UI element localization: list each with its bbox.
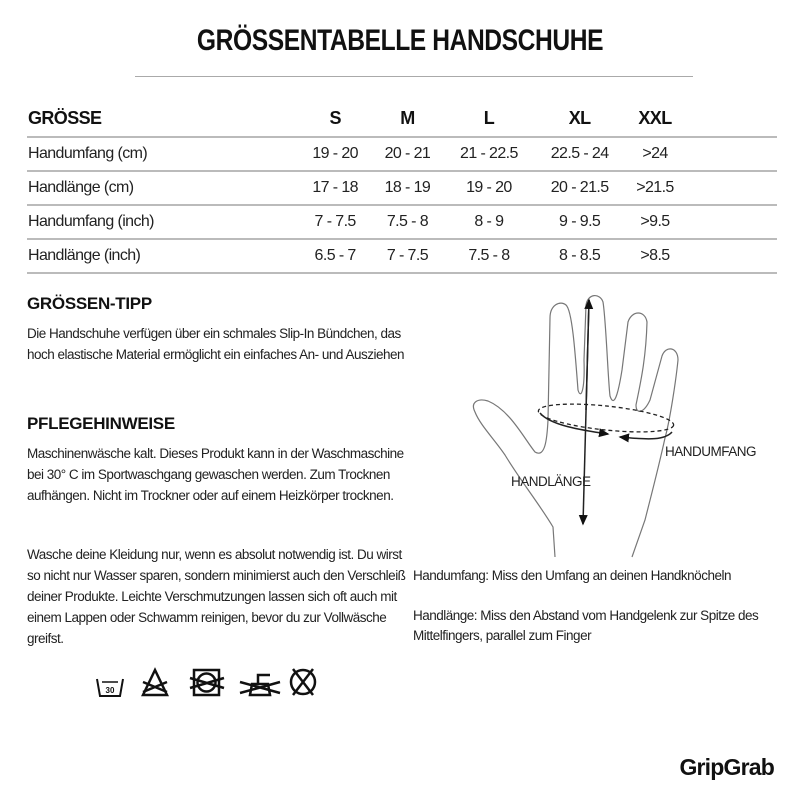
- size-value: 7.5 - 8: [444, 239, 535, 273]
- row-label: Handlänge (cm): [27, 171, 299, 205]
- size-value: 7.5 - 8: [371, 205, 443, 239]
- circumference-arrow-right: [620, 432, 672, 439]
- circumference-loop: [537, 399, 675, 437]
- label-length: HANDLÄNGE: [511, 474, 591, 489]
- header-xxl: XXL: [625, 100, 685, 137]
- size-value: 18 - 19: [371, 171, 443, 205]
- note-circumference: Handumfang: Miss den Umfang an deinen Handknöcheln: [413, 568, 731, 583]
- circumference-arrow-left: [540, 413, 608, 434]
- page-title: GRÖSSENTABELLE HANDSCHUHE: [196, 24, 604, 57]
- size-value: 8 - 9: [444, 205, 535, 239]
- care-text-2: Wasche deine Kleidung nur, wenn es absolut notwendig ist. Du wirst so nicht nur Wasser sparen, sondern minimierst auch den Verschleiß deiner Produkte. Leichte Verschmutzungen lassen sich oft auch mit einem Lappen oder Schwamm reinigen, bevor du zur Vollwäsche greifst.: [27, 547, 406, 646]
- size-value: 7 - 7.5: [299, 205, 371, 239]
- tip-text: Die Handschuhe verfügen über ein schmales Slip-In Bündchen, das hoch elastische Material ermöglicht ein einfaches An- und Ausziehen: [27, 326, 404, 362]
- no-tumble-dry-icon: [190, 670, 224, 695]
- tip-heading: GRÖSSEN-TIPP: [27, 294, 152, 313]
- note-length: Handlänge: Miss den Abstand vom Handgelenk zur Spitze des Mittelfingers, parallel zum Finger: [413, 608, 759, 643]
- care-symbols: [90, 665, 330, 705]
- size-value: 20 - 21: [371, 137, 443, 171]
- wash-30-icon: [97, 679, 123, 696]
- length-arrow-top: [586, 300, 589, 410]
- size-value: 17 - 18: [299, 171, 371, 205]
- care-text: Maschinenwäsche kalt. Dieses Produkt kann in der Waschmaschine bei 30° C im Sportwaschgang gewaschen werden. Zum Trocknen aufhängen. Nicht im Trockner oder auf einem Heizkörper trocknen.: [27, 446, 404, 503]
- size-value: 19 - 20: [299, 137, 371, 171]
- no-dry-clean-icon: [291, 669, 315, 695]
- size-value: 9 - 9.5: [534, 205, 625, 239]
- header-xl: XL: [534, 100, 625, 137]
- size-value: >8.5: [625, 239, 685, 273]
- label-circumference: HANDUMFANG: [665, 444, 757, 459]
- header-s: S: [299, 100, 371, 137]
- no-bleach-icon: [143, 670, 167, 695]
- wash-temp-label: 30: [105, 686, 115, 695]
- size-value: >9.5: [625, 205, 685, 239]
- no-iron-icon: [240, 675, 280, 695]
- care-heading: PFLEGEHINWEISE: [27, 414, 175, 433]
- size-value: 6.5 - 7: [299, 239, 371, 273]
- size-value: 22.5 - 24: [534, 137, 625, 171]
- header-m: M: [371, 100, 443, 137]
- size-value: 8 - 8.5: [534, 239, 625, 273]
- size-value: >24: [625, 137, 685, 171]
- size-value: 19 - 20: [444, 171, 535, 205]
- header-l: L: [444, 100, 535, 137]
- size-value: 21 - 22.5: [444, 137, 535, 171]
- header-size: GRÖSSE: [27, 100, 299, 137]
- brand-logo: GripGrab: [679, 754, 774, 780]
- size-value: 7 - 7.5: [371, 239, 443, 273]
- row-label: Handlänge (inch): [27, 239, 299, 273]
- row-label: Handumfang (inch): [27, 205, 299, 239]
- row-label: Handumfang (cm): [27, 137, 299, 171]
- size-value: >21.5: [625, 171, 685, 205]
- size-value: 20 - 21.5: [534, 171, 625, 205]
